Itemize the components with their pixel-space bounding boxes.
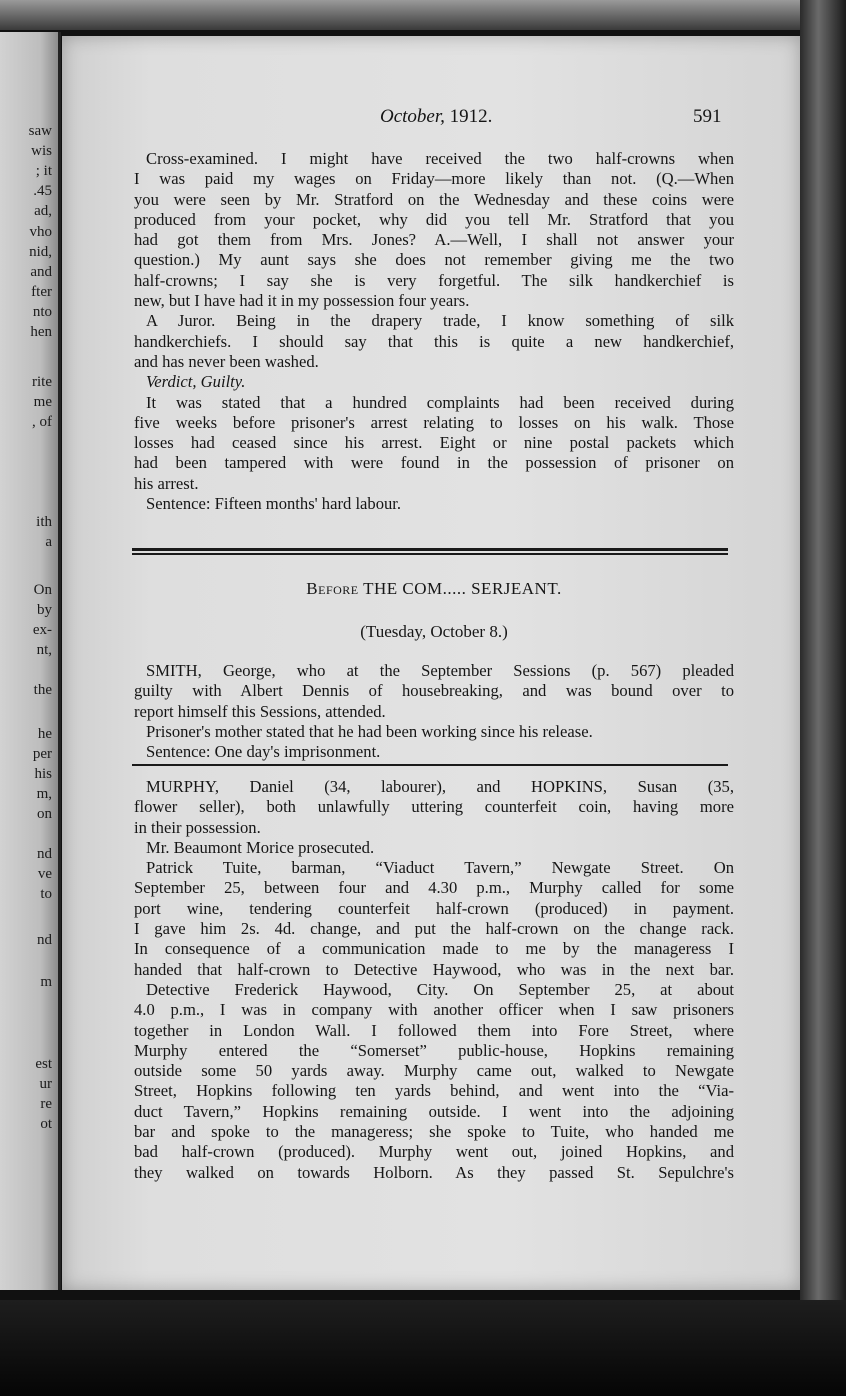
running-header-date [380,106,492,128]
left-page-fragment: to [40,886,52,902]
text-line: his arrest. [134,473,199,493]
document-page [62,36,800,1290]
text-line: handkerchiefs. I should say that this is quite a new handkerchief, [134,331,734,351]
text-line: September 25, between four and 4.30 p.m., Murphy called for some [134,878,734,898]
left-page-fragment: ; it [35,163,52,179]
left-page-fragment: ith [36,514,52,530]
left-page-fragment: nid, [29,244,52,260]
left-page-fragment: fter [31,284,52,300]
text-line: In consequence of a communication made to me by the manageress I [134,939,734,959]
section-divider-double-rule [132,548,728,555]
left-page-fragment: ex- [32,622,52,638]
text-line: Murphy entered the “Somerset” public-house, Hopkins remaining [134,1040,734,1060]
text-line: 4.0 p.m., I was in company with another officer when I saw prisoners [134,1000,734,1020]
left-page-fragment: saw [28,123,52,139]
left-page-fragment: hen [30,324,52,340]
smith-case [134,661,734,762]
text-line: five weeks before prisoner's arrest relating to losses on his walk. Those [134,412,734,432]
text-line: Street, Hopkins following ten yards behind, and went into the “Via- [134,1081,734,1101]
left-page-fragment: ad, [34,203,52,219]
text-line: Cross-examined. I might have received the two half-crowns when [146,149,734,168]
text-line: in their possession. [134,817,261,837]
text-line: had got them from Mrs. Jones? A.—Well, I shall not answer your [134,230,734,250]
text-line: duct Tavern,” Hopkins remaining outside. I went into the adjoining [134,1101,734,1121]
left-page-fragment: re [40,1096,52,1112]
text-line: you were seen by Mr. Stratford on the Wednesday and these coins were [134,189,734,209]
text-line: Patrick Tuite, barman, “Viaduct Tavern,” Newgate Street. On [146,858,734,878]
left-page-fragment: per [32,746,52,762]
left-page-fragment: vho [29,224,52,240]
section-heading-title: THE COM..... SERJEANT. [363,579,562,598]
section-heading-before: Before [306,579,359,598]
left-page-fragment: he [37,726,52,742]
left-page-fragment: m, [36,786,52,802]
left-page-fragment: a [45,534,52,550]
text-line: It was stated that a hundred complaints had been received during [146,392,734,412]
left-page-fragment: on [37,806,52,822]
left-page-fragment: his [34,766,52,782]
text-line: I gave him 2s. 4d. change, and put the half-crown on the change rack. [134,919,734,939]
text-line: half-crowns; I say she is very forgetful. The silk handkerchief is [134,270,734,290]
text-line: Verdict, Guilty. [146,372,246,392]
text-line: SMITH, George, who at the September Sessions (p. 567) pleaded [146,661,734,680]
left-page-fragment: the [33,682,52,698]
text-line: Detective Frederick Haywood, City. On September 25, at about [146,979,734,999]
scanner-frame-top [0,0,846,30]
text-line: Mr. Beaumont Morice prosecuted. [146,837,375,857]
text-line: losses had ceased since his arrest. Eight or nine postal packets which [134,433,734,453]
left-page-fragment: nto [32,304,52,320]
left-page-fragment: nd [37,846,52,862]
left-page-fragment: m [40,974,52,990]
text-line: outside some 50 yards away. Murphy came out, walked to Newgate [134,1061,734,1081]
left-facing-page [0,32,61,1290]
cross-examination-section [134,149,734,514]
murphy-hopkins-case [134,777,734,1183]
text-line: handed that half-crown to Detective Haywood, who was in the next bar. [134,959,734,979]
left-page-fragment: .45 [33,183,52,199]
left-page-fragment: me [33,394,52,410]
text-line: new, but I have had it in my possession four years. [134,291,470,311]
text-line: they walked on towards Holborn. As they passed St. Sepulchre's [134,1162,734,1182]
text-line: bad half-crown (produced). Murphy went out, joined Hopkins, and [134,1142,734,1162]
left-page-fragment: est [35,1056,52,1072]
text-line: question.) My aunt says she does not remember giving me the two [134,250,734,270]
left-page-fragment: rite [32,374,52,390]
text-line: together in London Wall. I followed them into Fore Street, where [134,1020,734,1040]
section-heading [134,579,734,599]
left-page-fragment: , of [32,414,52,430]
text-line: I was paid my wages on Friday—more likely than not. (Q.—When [134,169,734,189]
header-month: October, [380,106,445,127]
scanner-frame-bottom [0,1300,846,1396]
text-line: had been tampered with were found in the possession of prisoner on [134,453,734,473]
case-divider-rule [132,764,728,766]
header-year: 1912. [449,106,493,127]
text-line: Prisoner's mother stated that he had been working since his release. [146,721,593,741]
text-line: report himself this Sessions, attended. [134,701,386,721]
text-line: guilty with Albert Dennis of housebreaking, and was bound over to [134,681,734,701]
left-page-fragment: nd [37,932,52,948]
text-line: port wine, tendering counterfeit half-crown (produced) in payment. [134,898,734,918]
left-page-fragment: and [30,264,52,280]
text-line: MURPHY, Daniel (34, labourer), and HOPKINS, Susan (35, [146,777,734,796]
session-date: (Tuesday, October 8.) [360,622,508,641]
text-line: and has never been washed. [134,351,319,371]
text-line: bar and spoke to the manageress; she spoke to Tuite, who handed me [134,1122,734,1142]
left-page-fragment: wis [31,143,52,159]
text-line: Sentence: One day's imprisonment. [146,742,381,762]
left-page-fragment: by [37,602,52,618]
scanner-frame-right [800,0,846,1396]
left-page-fragment: ve [37,866,52,882]
text-line: A Juror. Being in the drapery trade, I know something of silk [146,311,734,331]
text-line: produced from your pocket, why did you tell Mr. Stratford that you [134,209,734,229]
left-page-fragment: ot [40,1116,52,1132]
text-line: flower seller), both unlawfully uttering counterfeit coin, having more [134,797,734,817]
text-line: Sentence: Fifteen months' hard labour. [146,494,402,514]
left-page-fragment: nt, [36,642,52,658]
left-page-fragment: ur [39,1076,52,1092]
page-number: 591 [693,106,722,127]
left-page-fragment: On [33,582,52,598]
